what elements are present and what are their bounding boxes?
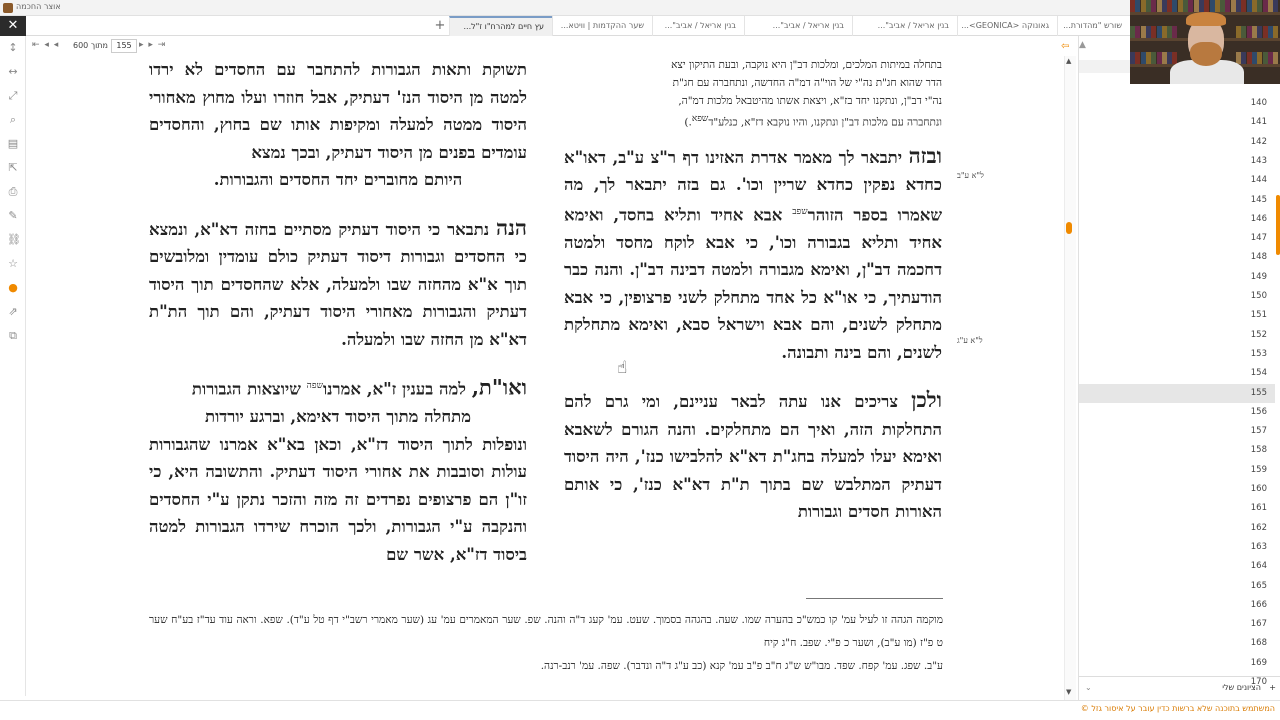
page-list-item[interactable]: 154 bbox=[1250, 368, 1267, 379]
book bbox=[1146, 0, 1151, 12]
copy-icon[interactable]: ⧉ bbox=[9, 329, 17, 342]
page-number-input[interactable]: 155 bbox=[111, 39, 137, 53]
tab-label: שורש "מהדורת... bbox=[1063, 21, 1122, 30]
page-list-item[interactable]: 142 bbox=[1250, 136, 1267, 147]
book bbox=[1167, 0, 1172, 12]
sync-arrow-icon[interactable]: ⇦ bbox=[1061, 41, 1070, 52]
book bbox=[1204, 0, 1209, 12]
page-list-item[interactable]: 168 bbox=[1250, 638, 1267, 649]
status-bar bbox=[0, 700, 1280, 720]
book bbox=[1146, 26, 1151, 38]
paragraph: ולכן צריכים אנו עתה לבאר עניינם, ומי גרם להם התחלקות הזה, ואיך הם מתחלקים. והנה הגורם לשאבא ואימא יעלו למעלה בחג"ת דא"א להלבישו כנז', היה היסוד דעתיק המתלבש שם בתוך ת"ת דא"א כנז', כי אותם האורות חסדים וגבורות bbox=[564, 387, 942, 521]
book bbox=[1130, 52, 1135, 64]
page-list-item[interactable]: 144 bbox=[1250, 175, 1267, 186]
book bbox=[1151, 52, 1156, 64]
page-list-item[interactable]: 143 bbox=[1250, 155, 1267, 166]
add-icon[interactable]: + bbox=[1269, 683, 1276, 692]
title-bar bbox=[0, 0, 1280, 16]
book bbox=[1151, 26, 1156, 38]
text-line: הדר שהוא חג"ת נה"י של הוי"ה דמ"ה החדשה, ונתחברה עם חג"ת bbox=[672, 77, 942, 89]
tab-document[interactable] bbox=[957, 16, 1057, 36]
tab-label: עץ חיים למהרח"ו ז"ל... bbox=[463, 22, 544, 31]
book bbox=[1241, 52, 1246, 64]
book bbox=[1263, 52, 1268, 64]
zoom-icon[interactable]: ⌕ bbox=[9, 113, 17, 126]
person-beard bbox=[1190, 42, 1222, 66]
fit-page-icon[interactable]: ⤢ bbox=[8, 89, 18, 102]
book bbox=[1268, 52, 1273, 64]
book bbox=[1162, 52, 1167, 64]
new-tab-button[interactable]: + bbox=[434, 18, 446, 33]
book bbox=[1241, 0, 1246, 12]
book bbox=[1141, 0, 1146, 12]
book bbox=[1162, 26, 1167, 38]
left-text-column bbox=[149, 56, 527, 568]
book-icon[interactable]: ▤ bbox=[7, 137, 19, 150]
tab-label: שער ההקדמות | וויטא... bbox=[560, 21, 644, 30]
page-list-item[interactable]: 149 bbox=[1250, 271, 1267, 282]
book bbox=[1257, 52, 1262, 64]
book bbox=[1130, 26, 1135, 38]
first-prev-page-icon[interactable]: ⇤ ◂ ◂ bbox=[32, 40, 60, 50]
page-list-item[interactable]: 157 bbox=[1250, 426, 1267, 437]
book bbox=[1167, 52, 1172, 64]
page-list-item[interactable]: 167 bbox=[1250, 619, 1267, 630]
page-toolbar bbox=[28, 38, 1078, 56]
page-list-item[interactable]: 161 bbox=[1250, 503, 1267, 514]
tab-document[interactable] bbox=[652, 16, 744, 36]
paragraph: ובזה יתבאר לך מאמר אדרת האזינו דף ר"צ ע"ב, דאו"א כחדא נפקין כחדא שריין וכו'. גם בזה יתבאר לך, מה שאמרו בספר הזוהר$^{שפב}$ אבא אחיד ותליא בחסד, ואימא אחיד ותליא בגבורה וכו', כי אבא לוקח מחסד ולמטה דחכמה דב"ן, ואימא מגבורה ולמטה דבינה דב"ן. והנה כבר הודעתיך, כי או"א כל אחד מתחלק לשני פרצופין, כי אבא מתחלק לשנים, והם אבא וישראל סבא, ואימא מתחלקת לשנים, והם בינה ותבונה. bbox=[564, 142, 943, 362]
book bbox=[1157, 26, 1162, 38]
right-text-column bbox=[564, 56, 942, 526]
page-list-item[interactable]: 151 bbox=[1250, 310, 1267, 321]
book bbox=[1183, 0, 1188, 12]
page-total: מתוך 600 bbox=[73, 41, 108, 50]
book bbox=[1215, 0, 1220, 12]
book bbox=[1252, 26, 1257, 38]
lead-word: ובזה bbox=[908, 142, 942, 168]
book bbox=[1199, 0, 1204, 12]
book bbox=[1236, 0, 1241, 12]
panel-scroll-marker[interactable] bbox=[1276, 195, 1280, 255]
next-last-page-icon[interactable]: ▸ ▸ ⇥ bbox=[139, 40, 167, 50]
page-list-item[interactable]: 141 bbox=[1250, 117, 1267, 128]
book bbox=[1252, 52, 1257, 64]
margin-note: ל"א ע"ב bbox=[957, 171, 984, 180]
book bbox=[1236, 26, 1241, 38]
book bbox=[1247, 0, 1252, 12]
book bbox=[1146, 52, 1151, 64]
link-icon[interactable]: ⛓ bbox=[7, 233, 21, 246]
book bbox=[1257, 26, 1262, 38]
book bbox=[1273, 0, 1278, 12]
page-list-item[interactable]: 166 bbox=[1250, 599, 1267, 610]
page-list-item[interactable]: 140 bbox=[1250, 98, 1267, 108]
paragraph-end: היותם מחוברים יחד החסדים והגבורות. bbox=[213, 170, 463, 189]
book bbox=[1135, 52, 1140, 64]
text-line: מתחלה מתוך היסוד דאימא, וברגע יורדות bbox=[205, 407, 471, 426]
footnote-ref[interactable]: שפה bbox=[306, 381, 323, 391]
page-list-item[interactable]: 162 bbox=[1250, 522, 1267, 533]
paragraph: הנה נתבאר כי היסוד דעתיק מסתיים בחזה דא"א, ונמצא כי החסדים וגבורות דיסוד דעתיק כולם עומדין ומלובשים תוך א"א מהחזה שבו ולמעלה, אלא שהחסדים תוך היסוד דעתיק והגבורות מאחורי היסוד דעתיק, והם תוך הת"ת דא"א מן החזה שבו ולמעלה. bbox=[149, 214, 527, 349]
footnote-text: מוקמה הגהה זו לעיל עמ' קו כמש"כ בהערה שמו. שעה. בהגהה בסמוך. שעט. עמ' קעג ד"ה והנה. שפ. שער המאמרים עמ' עג (שער מאמרי רשב"י דף טל ע"ד). שפא. וראה עוד עד"ז בע"ח שער ט פ"ז (מו ע"ב), ושער כ פ"י. שפב. ח"ג קיח bbox=[149, 614, 943, 649]
left-toolbar bbox=[0, 36, 26, 696]
book bbox=[1135, 0, 1140, 12]
paragraph: תשוקת ותאות הגבורות להתחבר עם החסדים לא ירדו למטה מן היסוד הנז' דעתיק, אבל חוזרו ועלו מחוץ מאחורי היסוד ממטה למעלה ומקיפות אותו שם בחוץ, והחסדים עומדים בפנים מן היסוד דעתיק, ובכך נמצא bbox=[149, 60, 527, 162]
book bbox=[1263, 26, 1268, 38]
footnote-ref[interactable]: שפא bbox=[691, 114, 709, 124]
footnote-ref[interactable]: שפב bbox=[792, 206, 808, 217]
export-icon[interactable]: ⇱ bbox=[8, 161, 18, 174]
tab-label: בנין אריאל / אביב"... bbox=[772, 21, 844, 30]
panel-footer bbox=[1079, 676, 1280, 698]
page-list-item[interactable]: 159 bbox=[1250, 464, 1267, 475]
tab-document[interactable] bbox=[1057, 16, 1130, 36]
page-list-item[interactable]: 146 bbox=[1250, 213, 1267, 224]
book bbox=[1141, 26, 1146, 38]
tab-label: בנין אריאל / אביב"... bbox=[664, 21, 736, 30]
book bbox=[1172, 26, 1177, 38]
tab-label: גאונוקה <GEONICA>... bbox=[961, 21, 1049, 30]
scroll-up-icon[interactable]: ▲ bbox=[1066, 57, 1072, 65]
text-line: בתחלה במיתות המלכים, ומלכות דב"ן היא נוקבה, ובעת התיקון יצא bbox=[671, 59, 942, 71]
book bbox=[1141, 52, 1146, 64]
page-list-item[interactable]: 158 bbox=[1250, 445, 1267, 456]
book bbox=[1151, 0, 1156, 12]
book bbox=[1172, 0, 1177, 12]
lead-word: ואו"ת, bbox=[471, 374, 527, 400]
tab-document[interactable] bbox=[449, 16, 552, 36]
document-page bbox=[27, 56, 1067, 696]
page-list-item[interactable]: 160 bbox=[1250, 484, 1267, 494]
page-list-item[interactable]: 155 bbox=[1079, 384, 1275, 403]
book bbox=[1178, 0, 1183, 12]
book bbox=[1157, 0, 1162, 12]
page-list-item[interactable]: 147 bbox=[1250, 233, 1267, 244]
margin-note: ל"א ע"ג bbox=[957, 336, 983, 345]
tools-icon[interactable]: ✎ bbox=[8, 209, 18, 222]
star-icon[interactable]: ☆ bbox=[8, 257, 18, 270]
tab-document[interactable] bbox=[744, 16, 852, 36]
lead-word: ולכן bbox=[911, 387, 942, 412]
vertical-scrollbar[interactable] bbox=[1064, 56, 1076, 700]
page-list-item[interactable]: 169 bbox=[1250, 657, 1267, 668]
person-hair bbox=[1186, 12, 1226, 26]
location-pin-icon[interactable]: ● bbox=[8, 281, 18, 294]
chevron-down-icon[interactable]: ⌄ bbox=[1085, 683, 1092, 692]
text-line: ונתחברה עם מלכות דב"ן ונתקנו, והיו נוקבא דז"א, כנלע"דשפא.) bbox=[684, 114, 942, 129]
book bbox=[1247, 26, 1252, 38]
open-external-icon[interactable]: ⇗ bbox=[8, 305, 18, 318]
book bbox=[1241, 26, 1246, 38]
print-icon[interactable]: ⎙ bbox=[8, 185, 18, 198]
arrows-horizontal-icon[interactable]: ↔ bbox=[8, 65, 18, 78]
page-list-item[interactable]: 150 bbox=[1250, 291, 1267, 301]
tab-document[interactable] bbox=[552, 16, 652, 36]
book bbox=[1268, 26, 1273, 38]
webcam-overlay bbox=[1130, 0, 1280, 84]
app-logo bbox=[3, 3, 13, 13]
book bbox=[1231, 0, 1236, 12]
page-list-item[interactable]: 163 bbox=[1250, 541, 1267, 552]
book bbox=[1194, 0, 1199, 12]
close-icon[interactable]: ✕ bbox=[0, 16, 26, 36]
expand-icon[interactable]: ↕ bbox=[8, 41, 18, 54]
page-list-item[interactable]: 170 bbox=[1250, 677, 1267, 687]
app-title: אוצר החכמה bbox=[16, 2, 61, 11]
book bbox=[1257, 0, 1262, 12]
page-list-item[interactable]: 164 bbox=[1250, 561, 1267, 572]
book bbox=[1157, 52, 1162, 64]
scroll-position-marker[interactable] bbox=[1066, 222, 1072, 234]
book bbox=[1252, 0, 1257, 12]
book bbox=[1273, 52, 1278, 64]
hand-cursor-icon: ☝ bbox=[617, 358, 628, 378]
tab-label: בנין אריאל / אביב"... bbox=[877, 21, 949, 30]
paragraph: ונופלות לתוך היסוד דז"א, וכאן בא"א אמרנו שהגבורות עולות וסובבות את אחורי היסוד דעתיק. והתשובה היא, כי זו"ן הם פרצופים נפרדים זה מזה והזכר נתקן ע"י החסדים והנקבה ע"י הגבורות, ולכך הוכרח שירדו הגבורות למטה ביסוד דז"א, אשר שם bbox=[149, 434, 527, 564]
paragraph: ואו"ת, למה בענין ז"א, אמרנו$^{שפה}$ שיוצאות הגבורות bbox=[191, 374, 527, 400]
page-list-item[interactable]: 153 bbox=[1250, 348, 1267, 359]
footnote-text: ע"ב. שפג. עמ' קפח. שפד. מבו"ש ש"ג ח"ב פ"ב עמ' קנא (כב ע"ג ד"ה ונדבר). שפה. עמ' רנב-רנה. bbox=[540, 660, 943, 672]
my-notes-label[interactable]: הציונים שלי bbox=[1222, 683, 1261, 692]
page-list-item[interactable]: 145 bbox=[1250, 194, 1267, 205]
copyright-warning: המשתמש בתוכנה שלא ברשות כדין עובר על איסור גזל © bbox=[1080, 704, 1275, 713]
book bbox=[1167, 26, 1172, 38]
book bbox=[1130, 0, 1135, 12]
tab-document[interactable] bbox=[852, 16, 957, 36]
page-list-item[interactable]: 148 bbox=[1250, 252, 1267, 263]
book bbox=[1268, 0, 1273, 12]
text-line: נה"י דב"ן, ונתקנו יחד בז"א, ויצאת אשתו מהיטבאל מלכות דמ"ה, bbox=[678, 95, 942, 107]
continuation-text bbox=[564, 56, 942, 132]
page-list-item[interactable]: 152 bbox=[1250, 329, 1267, 340]
book bbox=[1188, 0, 1193, 12]
book bbox=[1247, 52, 1252, 64]
book bbox=[1162, 0, 1167, 12]
footnote-divider bbox=[806, 598, 943, 599]
panel-up-icon[interactable]: ▲ bbox=[1079, 40, 1086, 50]
lead-word: הנה bbox=[495, 214, 527, 240]
book bbox=[1220, 0, 1225, 12]
page-list-panel bbox=[1078, 36, 1280, 700]
book bbox=[1135, 26, 1140, 38]
book bbox=[1210, 0, 1215, 12]
page-list-item[interactable]: 165 bbox=[1250, 580, 1267, 591]
footnotes bbox=[149, 609, 943, 678]
page-list-item[interactable]: 156 bbox=[1250, 406, 1267, 417]
scroll-down-icon[interactable]: ▼ bbox=[1066, 688, 1072, 696]
book bbox=[1263, 0, 1268, 12]
book bbox=[1225, 0, 1230, 12]
book bbox=[1273, 26, 1278, 38]
